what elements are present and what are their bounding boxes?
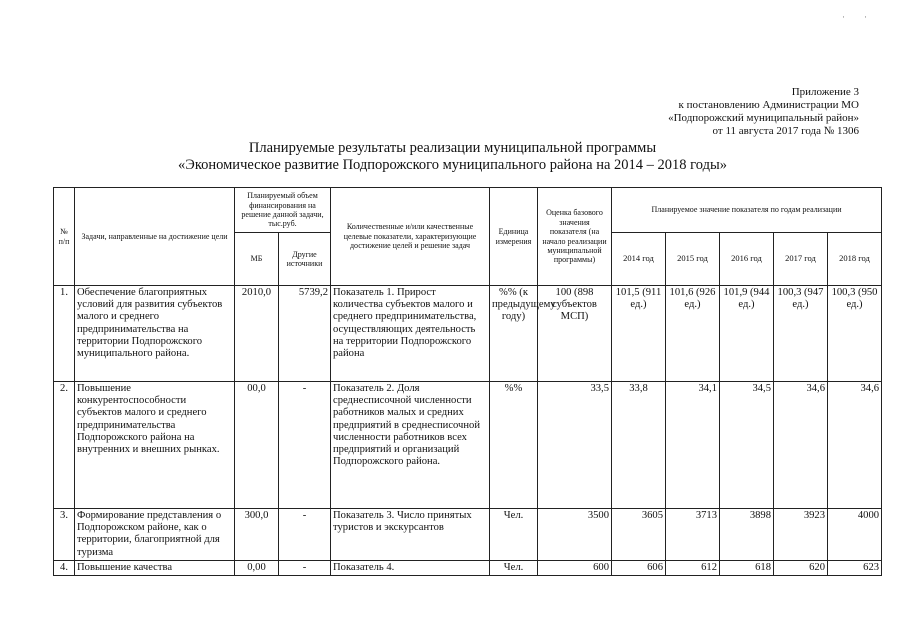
other-cell: 5739,2 [279, 286, 331, 382]
other-cell: - [279, 509, 331, 561]
indicator-cell: Показатель 3. Число принятых туристов и экскурсантов [331, 509, 490, 561]
title-line: Планируемые результаты реализации муниципальной программы [248, 140, 657, 156]
base-cell: 33,5 [538, 382, 612, 509]
unit-cell: %% [490, 382, 538, 509]
value-cell: 34,6 [828, 382, 882, 509]
base-cell: 600 [538, 561, 612, 576]
header-mb: МБ [235, 233, 279, 286]
row-num: 4. [54, 561, 75, 576]
header-year: 2018 год [828, 233, 882, 286]
task-cell: Повышение качества [75, 561, 235, 576]
appendix-line: от 11 августа 2017 года № 1306 [712, 125, 859, 137]
mb-cell: 00,0 [235, 382, 279, 509]
indicator-cell: Показатель 4. [331, 561, 490, 576]
table-row [54, 509, 882, 561]
value-cell: 101,5 (911 ед.) [612, 286, 666, 382]
header-unit: Единица измерения [490, 188, 538, 286]
table-row [54, 382, 882, 509]
appendix-note [668, 86, 859, 138]
value-cell: 620 [774, 561, 828, 576]
results-table [53, 187, 882, 576]
header-base-value: Оценка базового значения показателя (на начало реализации муниципальной программы) [538, 188, 612, 286]
mb-cell: 2010,0 [235, 286, 279, 382]
scan-mark: · [842, 12, 845, 22]
value-cell: 100,3 (950 ед.) [828, 286, 882, 382]
value-cell: 101,6 (926 ед.) [666, 286, 720, 382]
value-cell: 101,9 (944 ед.) [720, 286, 774, 382]
other-cell: - [279, 561, 331, 576]
task-cell: Обеспечение благоприятных условий для развития субъектов малого и среднего предпринимательства на территории Подпорожского муниципального района. [75, 286, 235, 382]
unit-cell: Чел. [490, 509, 538, 561]
task-cell: Формирование представления о Подпорожском районе, как о территории, благоприятной для туризма [75, 509, 235, 561]
header-funding: Планируемый объем финансирования на решение данной задачи, тыс.руб. [235, 188, 331, 233]
value-cell: 3605 [612, 509, 666, 561]
header-year: 2014 год [612, 233, 666, 286]
value-cell: 3898 [720, 509, 774, 561]
title-line: «Экономическое развитие Подпорожского муниципального района на 2014 – 2018 годы» [178, 157, 727, 173]
appendix-line: «Подпорожский муниципальный район» [668, 112, 859, 124]
value-cell: 4000 [828, 509, 882, 561]
document-title [0, 140, 905, 174]
header-year: 2016 год [720, 233, 774, 286]
task-cell: Повышение конкурентоспособности субъектов малого и среднего предпринимательства Подпорожского района на внутренних и внешних рынках. [75, 382, 235, 509]
value-cell: 618 [720, 561, 774, 576]
other-cell: - [279, 382, 331, 509]
unit-cell: %% (к предыдущему году) [490, 286, 538, 382]
base-cell: 100 (898 субъектов МСП) [538, 286, 612, 382]
value-cell: 623 [828, 561, 882, 576]
value-cell: 606 [612, 561, 666, 576]
mb-cell: 300,0 [235, 509, 279, 561]
value-cell: 34,5 [720, 382, 774, 509]
value-cell: 612 [666, 561, 720, 576]
mb-cell: 0,00 [235, 561, 279, 576]
header-tasks: Задачи, направленные на достижение цели [75, 188, 235, 286]
scan-mark: · [864, 12, 867, 22]
row-num: 2. [54, 382, 75, 509]
header-indicators: Количественные и/или качественные целевые показатели, характеризующие достижение целей и решение задач [331, 188, 490, 286]
value-cell: 34,1 [666, 382, 720, 509]
row-num: 3. [54, 509, 75, 561]
appendix-line: к постановлению Администрации МО [678, 99, 859, 111]
value-cell: 3713 [666, 509, 720, 561]
indicator-cell: Показатель 1. Прирост количества субъектов малого и среднего предпринимательства, осуществляющих деятельность на территории Подпорожского района [331, 286, 490, 382]
header-planned-values: Планируемое значение показателя по годам реализации [612, 188, 882, 233]
base-cell: 3500 [538, 509, 612, 561]
header-num: № п/п [54, 188, 75, 286]
appendix-line: Приложение 3 [791, 86, 859, 98]
header-year: 2015 год [666, 233, 720, 286]
value-cell: 100,3 (947 ед.) [774, 286, 828, 382]
table-row [54, 286, 882, 382]
table-row [54, 561, 882, 576]
header-year: 2017 год [774, 233, 828, 286]
row-num: 1. [54, 286, 75, 382]
unit-cell: Чел. [490, 561, 538, 576]
value-cell: 34,6 [774, 382, 828, 509]
header-other-sources: Другие источники [279, 233, 331, 286]
indicator-cell: Показатель 2. Доля среднесписочной численности работников малых и средних предприятий в среднесписочной численности работников всех предприятий и организаций Подпорожского района. [331, 382, 490, 509]
value-cell: 33,8 [612, 382, 666, 509]
value-cell: 3923 [774, 509, 828, 561]
